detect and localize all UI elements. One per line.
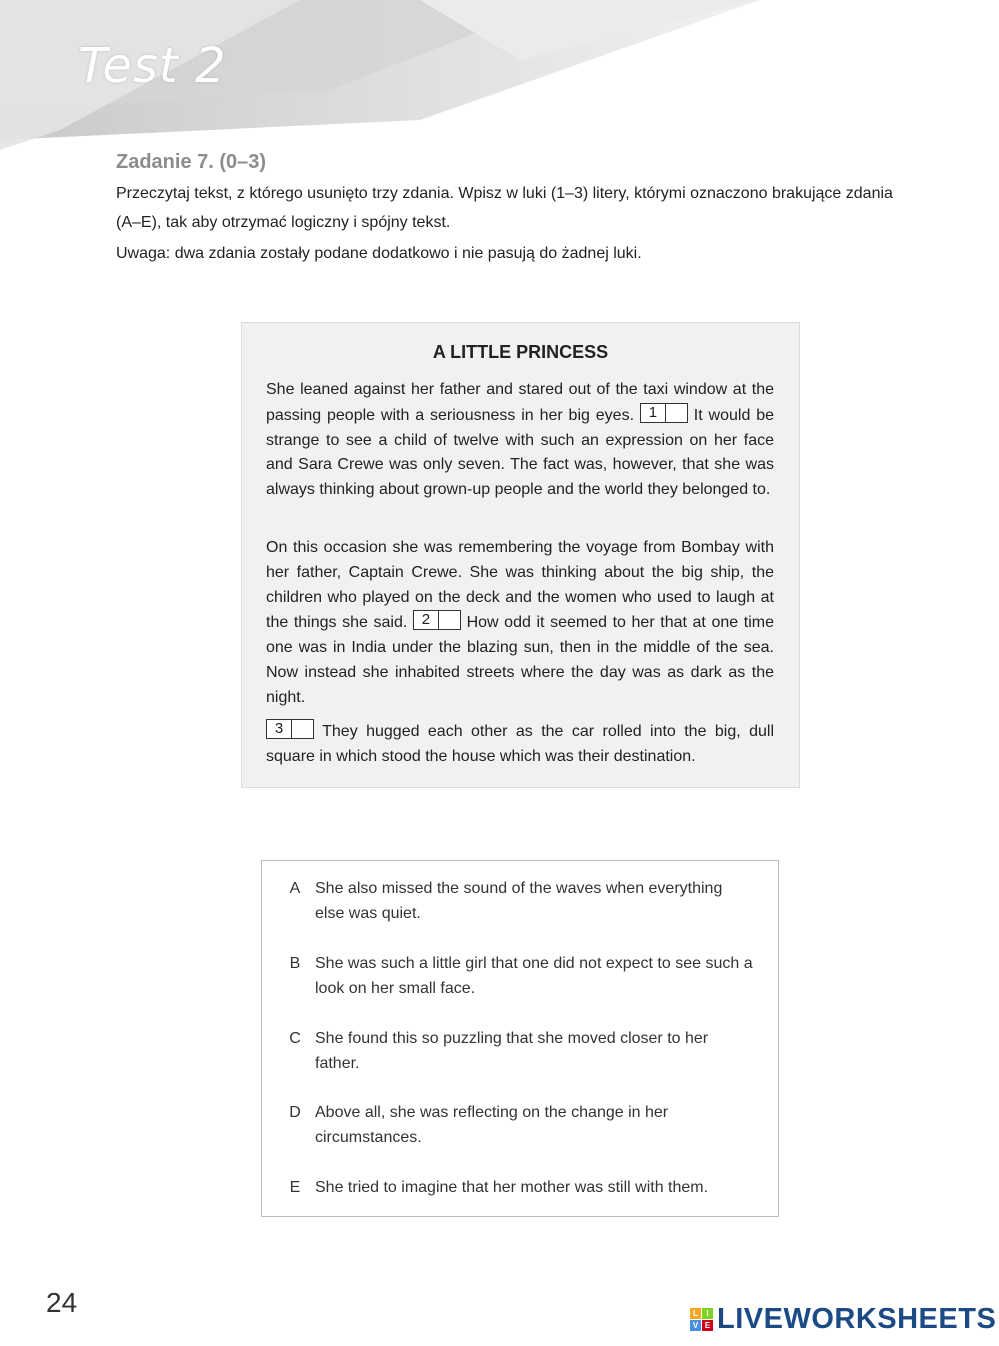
gap-1-input[interactable] bbox=[640, 403, 688, 423]
story-paragraph-3 bbox=[266, 719, 774, 770]
option-text: She also missed the sound of the waves when everything else was quiet. bbox=[315, 880, 723, 922]
option-text: She found this so puzzling that she moved closer to her father. bbox=[315, 1030, 709, 1072]
option-text: Above all, she was reflecting on the change in her circumstances. bbox=[315, 1104, 669, 1146]
story-title: A LITTLE PRINCESS bbox=[432, 342, 609, 362]
gap-number: 3 bbox=[267, 720, 292, 738]
test-heading: Test 2 bbox=[78, 38, 227, 94]
option-letter: E bbox=[289, 1179, 301, 1196]
page-number: 24 bbox=[46, 1287, 78, 1318]
story-box bbox=[241, 322, 800, 788]
gap-3-input[interactable] bbox=[266, 719, 314, 739]
option-letter: A bbox=[289, 880, 301, 897]
paragraph-text: It would be strange to see a child of twelve with such an expression on her face and Sara Crewe was only seven. The fact was, however, that she was always thinking about grown-up people and the world they belonged to. bbox=[266, 406, 775, 499]
instruction-line-1: Przeczytaj tekst, z którego usunięto trzy zdania. Wpisz w luki (1–3) litery, którymi oznaczono brakujące zdania bbox=[116, 185, 893, 202]
story-paragraph-1 bbox=[266, 378, 774, 503]
option-letter: D bbox=[289, 1104, 301, 1121]
instruction-line-2: (A–E), tak aby otrzymać logiczny i spójny tekst. bbox=[116, 214, 451, 231]
logo-mark-icon: L I V E bbox=[690, 1308, 714, 1332]
gap-number: 2 bbox=[414, 611, 439, 629]
option-text: She tried to imagine that her mother was still with them. bbox=[315, 1179, 709, 1196]
paragraph-text: They hugged each other as the car rolled into the big, dull square in which stood the house which was their destination. bbox=[266, 723, 775, 765]
task-note: Uwaga: dwa zdania zostały podane dodatkowo i nie pasują do żadnej luki. bbox=[116, 245, 642, 262]
gap-number: 1 bbox=[641, 404, 666, 422]
paragraph-text: How odd it seemed to her that at one time one was in India under the blazing sun, then in the middle of the sea. Now instead she inhabited streets where the day was as dark as the night. bbox=[266, 614, 775, 706]
story-paragraph-2 bbox=[266, 536, 774, 711]
gap-2-input[interactable] bbox=[413, 610, 461, 630]
options-box bbox=[261, 860, 779, 1217]
paragraph-text: On this occasion she was remembering the voyage from Bombay with her father, Captain Crewe. She was thinking about the big ship, the children who played on the deck and the women who used to laugh at the things she said. bbox=[266, 539, 774, 632]
logo-text: LIVEWORKSHEETS bbox=[717, 1303, 997, 1335]
option-letter: B bbox=[289, 955, 301, 972]
paragraph-text: She leaned against her father and stared out of the taxi window at the passing people with a seriousness in her big eyes. bbox=[266, 381, 774, 424]
task-title: Zadanie 7. (0–3) bbox=[116, 151, 267, 173]
option-text: She was such a little girl that one did not expect to see such a look on her small face. bbox=[315, 955, 753, 997]
option-letter: C bbox=[289, 1030, 301, 1047]
